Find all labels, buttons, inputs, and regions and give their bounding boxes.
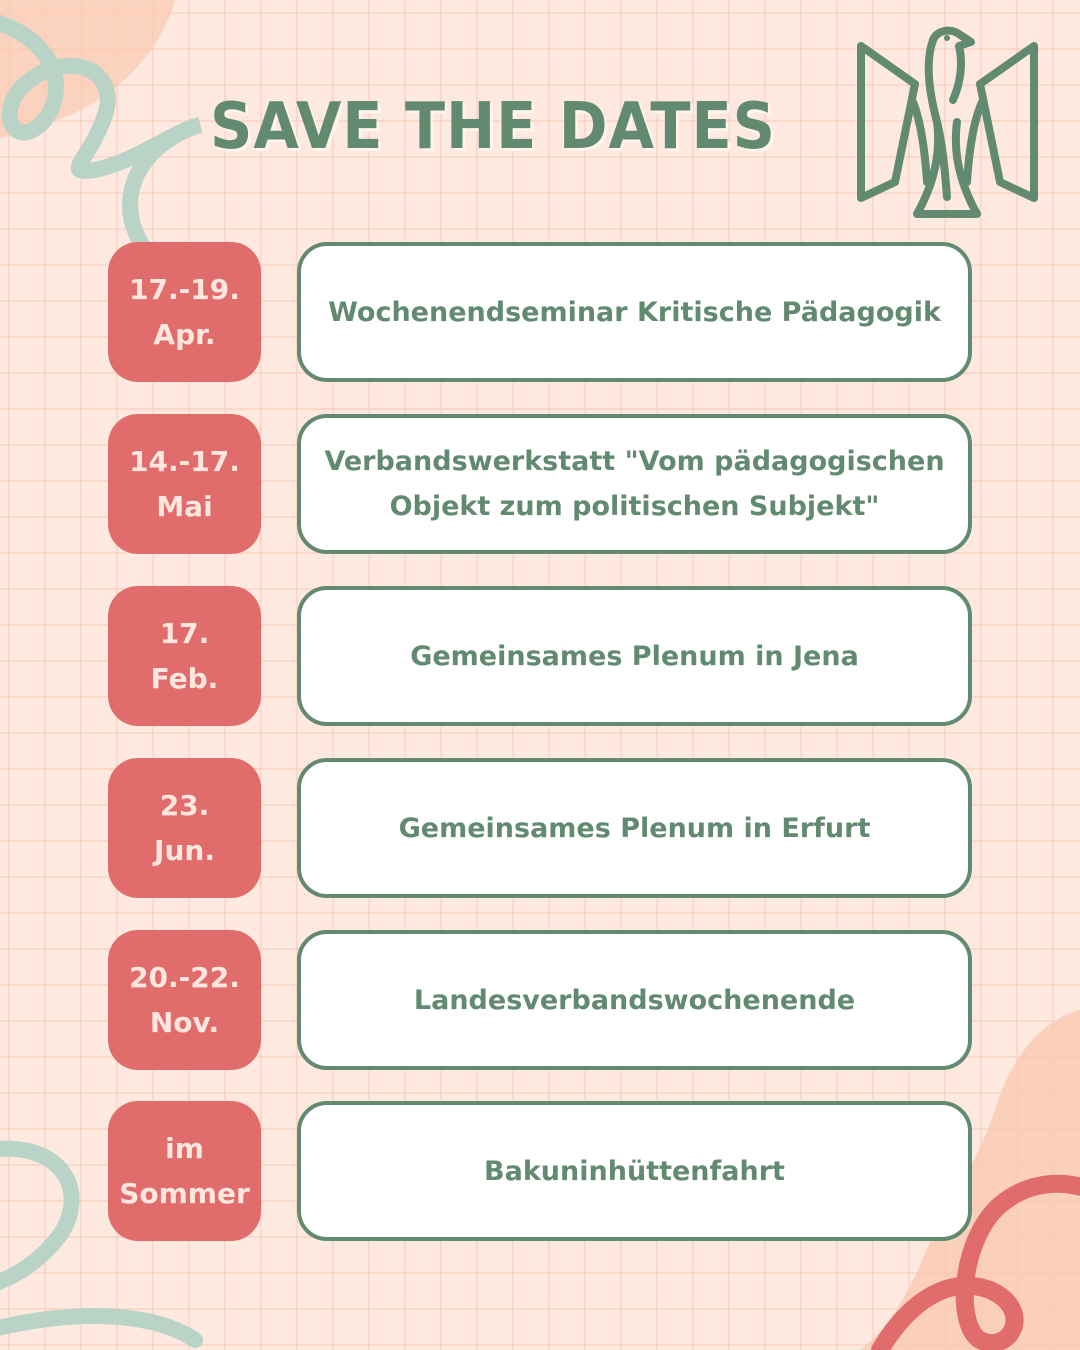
event-row xyxy=(108,930,972,1070)
date-line-2: Nov. xyxy=(149,1006,220,1039)
top-left-blob xyxy=(0,0,175,138)
date-line-1: 20.-22. xyxy=(129,961,240,994)
date-badge xyxy=(108,758,261,898)
event-title: Bakuninhüttenfahrt xyxy=(484,1155,785,1187)
event-title: Gemeinsames Plenum in Erfurt xyxy=(398,812,871,844)
bottom-left-squiggle-2 xyxy=(0,1316,195,1340)
event-row xyxy=(108,414,972,554)
date-line-2: Apr. xyxy=(153,318,216,351)
event-card xyxy=(297,1101,972,1241)
date-line-1: im xyxy=(165,1132,204,1165)
event-card xyxy=(297,242,972,382)
event-title-line-1: Verbandswerkstatt "Vom pädagogischen xyxy=(324,446,945,477)
date-line-1: 17.-19. xyxy=(129,273,240,306)
event-title: Wochenendseminar Kritische Pädagogik xyxy=(328,296,941,328)
date-badge xyxy=(108,586,261,726)
event-card xyxy=(297,586,972,726)
date-badge xyxy=(108,1101,261,1241)
event-row xyxy=(108,1101,972,1241)
event-row xyxy=(108,242,972,382)
date-line-1: 23. xyxy=(159,789,210,822)
bottom-left-squiggle xyxy=(0,1149,72,1285)
date-line-2: Feb. xyxy=(150,662,219,695)
event-title: Landesverbandswochenende xyxy=(413,984,856,1016)
date-line-2: Mai xyxy=(156,490,213,523)
date-badge xyxy=(108,414,261,554)
event-card xyxy=(297,758,972,898)
date-badge xyxy=(108,242,261,382)
event-row xyxy=(108,586,972,726)
date-line-1: 17. xyxy=(159,617,210,650)
event-row xyxy=(108,758,972,898)
page-title: SAVE THE DATES xyxy=(210,90,776,164)
date-line-1: 14.-17. xyxy=(129,445,240,478)
event-card xyxy=(297,930,972,1070)
date-badge xyxy=(108,930,261,1070)
event-card xyxy=(297,414,972,554)
date-line-2: Sommer xyxy=(119,1177,250,1210)
event-title-line-2: Objekt zum politischen Subjekt" xyxy=(389,491,880,522)
eagle-icon xyxy=(855,22,1040,222)
event-title: Gemeinsames Plenum in Jena xyxy=(410,640,859,672)
date-line-2: Jun. xyxy=(154,834,215,867)
